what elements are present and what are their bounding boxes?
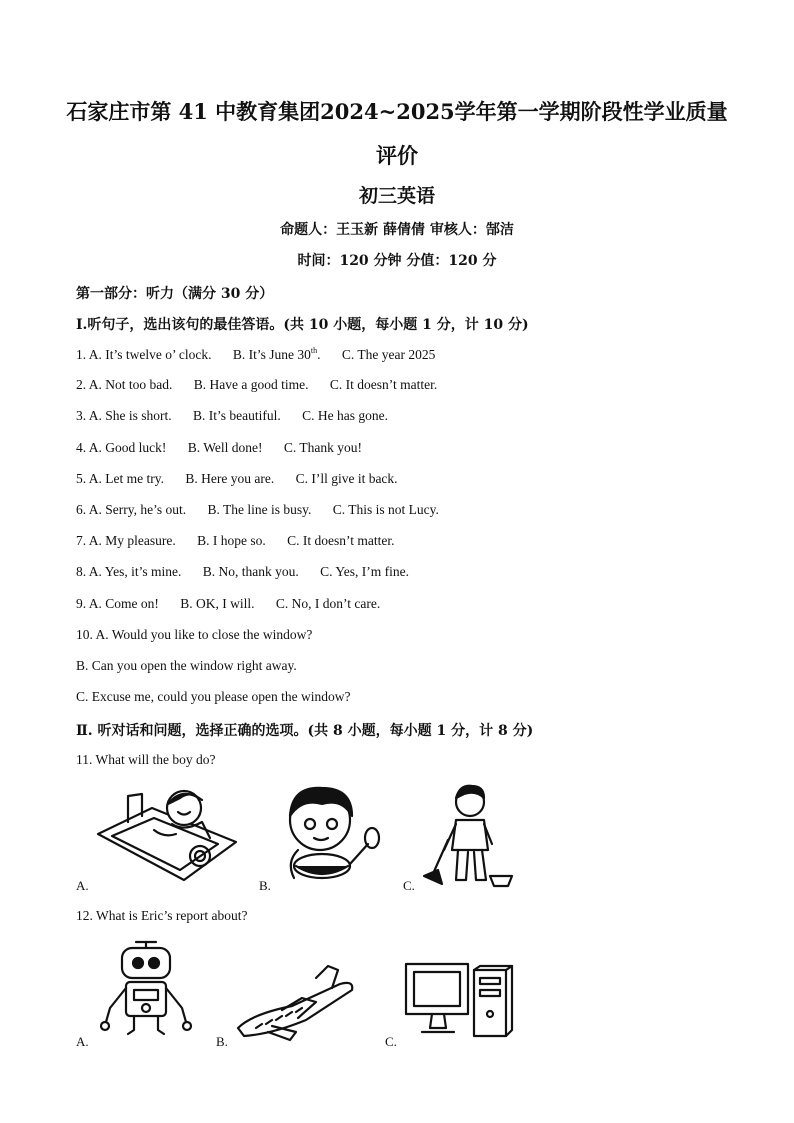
q10-option-c: C. Excuse me, could you please open the window? [76,689,351,704]
question-4 [76,440,362,456]
cooking-picture [272,782,382,890]
q7-option-b: B. I hope so. [197,533,266,548]
q2-option-a: 2. A. Not too bad. [76,377,173,392]
robot-picture [96,938,196,1038]
q5-option-a: 5. A. Let me try. [76,471,164,486]
q12-label-a: A. [76,1034,89,1049]
section2-heading: Ⅱ. 听对话和问题，选择正确的选项。(共 8 小题，每小题 1 分，计 8 分) [76,723,534,739]
q7-option-c: C. It doesn’t matter. [287,533,395,548]
q2-option-c: C. It doesn’t matter. [329,377,438,392]
section1-heading: Ⅰ.听句子，选出该句的最佳答语。(共 10 小题，每小题 1 分，计 10 分) [76,317,529,333]
question-8 [76,564,409,580]
q9-option-a: 9. A. Come on! [76,596,159,611]
q8-option-c: C. Yes, I’m fine. [320,564,410,579]
question-7 [76,533,394,549]
q12-label-b: B. [216,1034,228,1049]
q4-option-a: 4. A. Good luck! [76,440,167,455]
q10-option-b: B. Can you open the window right away. [76,658,297,673]
q1-option-b: B. It’s June 30th. [232,346,321,362]
q4-option-b: B. Well done! [187,440,263,455]
exam-subject: 初三英语 [358,185,435,207]
q11-label-a: A. [76,878,89,893]
q1-option-a: 1. A. It’s twelve o’ clock. [76,346,212,362]
q3-option-b: B. It’s beautiful. [193,408,281,423]
q11-label-b: B. [259,878,271,893]
q6-option-a: 6. A. Serry, he’s out. [76,502,187,517]
q6-option-c: C. This is not Lucy. [332,502,439,517]
exam-authors: 命题人：王玉新 薛倩倩 审核人：郜洁 [280,222,514,238]
question-5 [76,471,398,487]
q9-option-c: C. No, I don’t care. [275,596,381,611]
question-12-stem: 12. What is Eric’s report about? [76,908,248,923]
exam-title-line1: 石家庄市第 41 中教育集团2024~2025学年第一学期阶段性学业质量 [66,99,728,124]
question-2 [76,377,437,393]
q8-option-b: B. No, thank you. [202,564,299,579]
exam-title-line2: 评价 [376,143,418,168]
q11-label-c: C. [403,878,415,893]
q3-option-c: C. He has gone. [302,408,388,423]
question-1 [76,346,435,363]
q5-option-c: C. I’ll give it back. [295,471,398,486]
q4-option-c: C. Thank you! [283,440,363,455]
q2-option-b: B. Have a good time. [193,377,309,392]
q12-label-c: C. [385,1034,397,1049]
airplane-picture [232,962,360,1042]
question-11-stem: 11. What will the boy do? [76,752,216,767]
exam-time-score: 时间：120 分钟 分值：120 分 [297,253,497,269]
q3-option-a: 3. A. She is short. [76,408,172,423]
q10-option-a: 10. A. Would you like to close the window? [76,627,313,642]
q8-option-a: 8. A. Yes, it’s mine. [76,564,182,579]
washing-dishes-picture [92,786,242,886]
question-9 [76,596,380,612]
q1-option-c: C. The year 2025 [341,346,436,362]
q9-option-b: B. OK, I will. [180,596,255,611]
sweeping-picture [420,780,520,892]
q7-option-a: 7. A. My pleasure. [76,533,176,548]
computer-picture [402,958,518,1042]
question-3 [76,408,388,424]
part1-heading: 第一部分：听力（满分 30 分） [76,286,274,302]
q6-option-b: B. The line is busy. [207,502,312,517]
question-6 [76,502,439,518]
q5-option-b: B. Here you are. [185,471,275,486]
